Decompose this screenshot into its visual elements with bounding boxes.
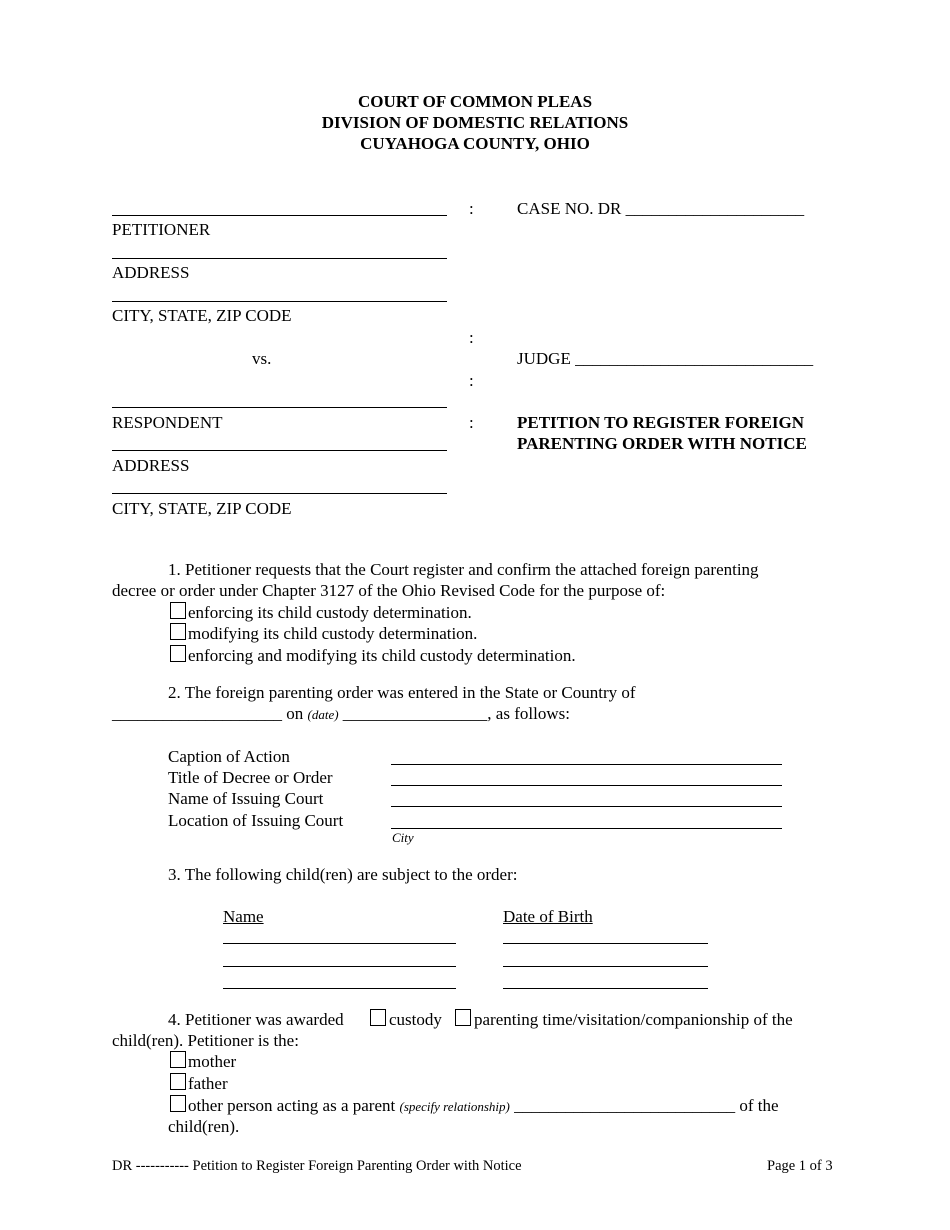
case-number[interactable]: CASE NO. DR _____________________ [517, 199, 805, 218]
date-label: (date) [307, 707, 339, 722]
title-of-decree-field[interactable] [391, 785, 782, 786]
petitioner-city-field[interactable] [112, 301, 447, 302]
respondent-city-label: CITY, STATE, ZIP CODE [112, 499, 292, 518]
respondent-address-label: ADDRESS [112, 456, 190, 475]
parenting-time-label: parenting time/visitation/companionship of the [474, 1010, 793, 1029]
on-text: on [282, 704, 308, 723]
caption-colon: : [469, 199, 474, 218]
other-person-line [188, 1096, 779, 1116]
child-name-field[interactable] [223, 988, 456, 989]
court-county: CUYAHOGA COUNTY, OHIO [360, 134, 590, 153]
father-label: father [188, 1074, 228, 1093]
court-name: COURT OF COMMON PLEAS [357, 92, 593, 111]
petitioner-city-label: CITY, STATE, ZIP CODE [112, 306, 292, 325]
page-number: Page 1 of 3 [767, 1158, 833, 1174]
section1-text-cont: decree or order under Chapter 3127 of the Ohio Revised Code for the purpose of: [112, 581, 666, 600]
child-dob-field[interactable] [503, 988, 708, 989]
versus-label: vs. [252, 349, 272, 368]
issuing-court-name-label: Name of Issuing Court [168, 789, 324, 808]
child-dob-field[interactable] [503, 966, 708, 967]
child-dob-field[interactable] [503, 943, 708, 944]
petition-title-line2: PARENTING ORDER WITH NOTICE [517, 434, 807, 453]
petitioner-name-field[interactable] [112, 215, 447, 216]
child-name-header: Name [223, 907, 264, 926]
mother-label: mother [188, 1052, 237, 1071]
judge-field[interactable]: JUDGE ____________________________ [517, 349, 814, 368]
petition-title-line1: PETITION TO REGISTER FOREIGN [517, 413, 805, 432]
issuing-court-location-field[interactable] [391, 828, 782, 829]
title-of-decree-label: Title of Decree or Order [168, 768, 333, 787]
footer-form-id: DR ----------- Petition to Register Foreign Parenting Order with Notice [112, 1158, 522, 1174]
petitioner-address-label: ADDRESS [112, 263, 190, 282]
child-dob-header: Date of Birth [503, 907, 593, 926]
section4-text-cont: child(ren). Petitioner is the: [112, 1031, 299, 1050]
date-field[interactable]: _________________, as follows: [338, 704, 570, 723]
enforcing-checkbox[interactable] [170, 602, 186, 619]
section2-text: 2. The foreign parenting order was entered in the State or Country of [168, 683, 636, 702]
mother-checkbox[interactable] [170, 1051, 186, 1068]
relationship-field[interactable]: __________________________ of the [514, 1096, 779, 1115]
child-name-field[interactable] [223, 966, 456, 967]
respondent-address-field[interactable] [112, 450, 447, 451]
respondent-name-field[interactable] [112, 407, 447, 408]
other-person-checkbox[interactable] [170, 1095, 186, 1112]
caption-colon: : [469, 371, 474, 390]
custody-checkbox[interactable] [370, 1009, 386, 1026]
caption-colon: : [469, 413, 474, 432]
state-country-field[interactable]: ____________________ [112, 704, 282, 723]
section4-end: child(ren). [168, 1117, 240, 1136]
modifying-checkbox[interactable] [170, 623, 186, 640]
respondent-label: RESPONDENT [112, 413, 223, 432]
section4-text: 4. Petitioner was awarded [168, 1010, 344, 1029]
caption-colon: : [469, 328, 474, 347]
section3-text: 3. The following child(ren) are subject to the order: [168, 865, 518, 884]
specify-relationship-label: (specify relationship) [399, 1099, 510, 1114]
city-sublabel: City [392, 830, 414, 845]
enforcing-and-modifying-option-label: enforcing and modifying its child custody determination. [188, 646, 576, 665]
enforcing-option-label: enforcing its child custody determination. [188, 603, 472, 622]
other-person-label: other person acting as a parent [188, 1096, 396, 1115]
parenting-time-checkbox[interactable] [455, 1009, 471, 1026]
enforcing-and-modifying-checkbox[interactable] [170, 645, 186, 662]
respondent-city-field[interactable] [112, 493, 447, 494]
custody-label: custody [389, 1010, 442, 1029]
petitioner-address-field[interactable] [112, 258, 447, 259]
child-name-field[interactable] [223, 943, 456, 944]
court-division: DIVISION OF DOMESTIC RELATIONS [321, 113, 629, 132]
caption-of-action-field[interactable] [391, 764, 782, 765]
modifying-option-label: modifying its child custody determination. [188, 624, 478, 643]
issuing-court-name-field[interactable] [391, 806, 782, 807]
petitioner-label: PETITIONER [112, 220, 211, 239]
caption-of-action-label: Caption of Action [168, 747, 290, 766]
order-details-line [112, 704, 570, 724]
father-checkbox[interactable] [170, 1073, 186, 1090]
issuing-court-location-label: Location of Issuing Court [168, 811, 344, 830]
section1-text: 1. Petitioner requests that the Court register and confirm the attached foreign parenting [168, 560, 759, 579]
